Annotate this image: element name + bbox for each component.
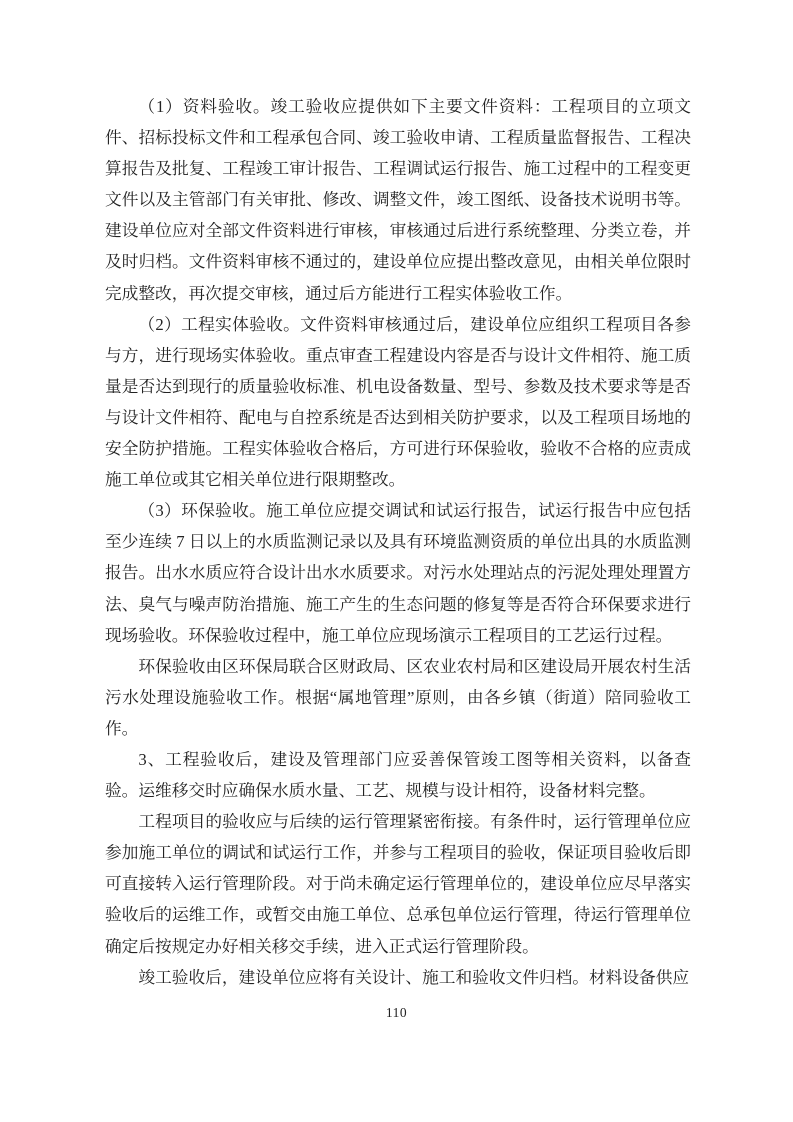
paragraph-data-acceptance: （1）资料验收。竣工验收应提供如下主要文件资料：工程项目的立项文件、招标投标文件和工程承包合同、竣工验收申请、工程质量监督报告、工程决算报告及批复、工程竣工审计报告、工程调试运行报告、施工过程中的工程变更文件以及主管部门有关审批、修改、调整文件，竣工图纸、设备技术说明书等。建设单位应对全部文件资料进行审核，审核通过后进行系统整理、分类立卷，并及时归档。文件资料审核不通过的，建设单位应提出整改意见，由相关单位限时完成整改，再次提交审核，通过后方能进行工程实体验收工作。	[105, 97, 691, 303]
page-number: 110	[385, 1005, 408, 1020]
paragraph-physical-acceptance: （2）工程实体验收。文件资料审核通过后，建设单位应组织工程项目各参与方，进行现场实体验收。重点审查工程建设内容是否与设计文件相符、施工质量是否达到现行的质量验收标准、机电设备数量、型号、参数及技术要求等是否与设计文件相符、配电与自控系统是否达到相关防护要求，以及工程项目场地的安全防护措施。工程实体验收合格后，方可进行环保验收，验收不合格的应责成施工单位或其它相关单位进行限期整改。	[105, 314, 691, 490]
paragraph-item-3-archiving: 3、工程验收后，建设及管理部门应妥善保管竣工图等相关资料，以备查验。运维移交时应确保水质水量、工艺、规模与设计相符，设备材料完整。	[105, 749, 691, 801]
paragraph-file-archiving: 竣工验收后，建设单位应将有关设计、施工和验收文件归档。材料设备供应	[138, 967, 690, 987]
paragraph-environmental-acceptance: （3）环保验收。施工单位应提交调试和试运行报告，试运行报告中应包括至少连续 7 日以上的水质监测记录以及具有环境监测资质的单位出具的水质监测报告。出水水质应符合设计出水水质要求。对污水处理站点的污泥处理处理置方法、臭气与噪声防治措施、施工产生的生态问题的修复等是否符合环保要求进行现场验收。环保验收过程中，施工单位应现场演示工程项目的工艺运行过程。	[105, 501, 691, 645]
page-footer	[0, 1004, 793, 1022]
document-body	[105, 91, 691, 993]
paragraph-acceptance-organizers: 环保验收由区环保局联合区财政局、区农业农村局和区建设局开展农村生活污水处理设施验收工作。根据“属地管理”原则，由各乡镇（街道）陪同验收工作。	[105, 656, 691, 738]
paragraph-operation-handover: 工程项目的验收应与后续的运行管理紧密衔接。有条件时，运行管理单位应参加施工单位的调试和试运行工作，并参与工程项目的验收，保证项目验收后即可直接转入运行管理阶段。对于尚未确定运行管理单位的，建设单位应尽早落实验收后的运维工作，或暂交由施工单位、总承包单位运行管理，待运行管理单位确定后按规定办好相关移交手续，进入正式运行管理阶段。	[105, 812, 691, 956]
